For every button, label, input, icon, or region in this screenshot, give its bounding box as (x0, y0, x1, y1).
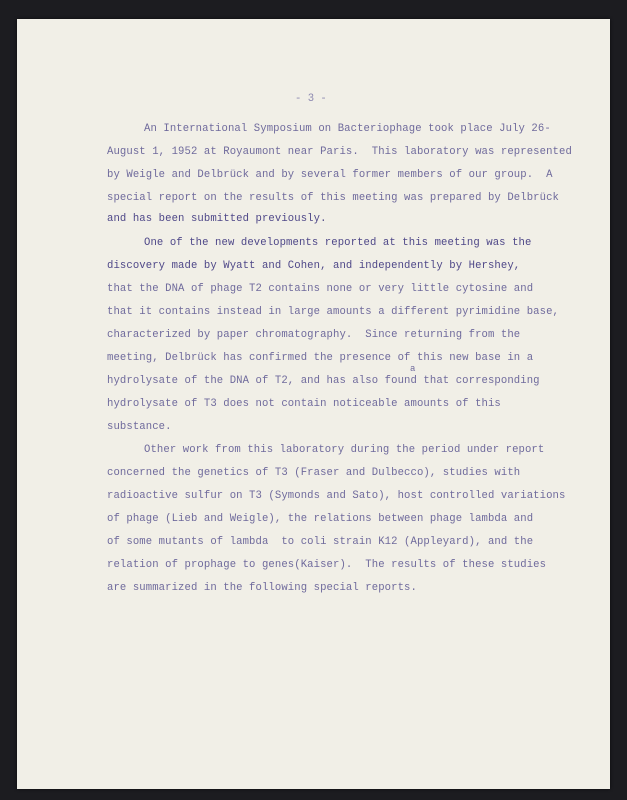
paragraph-1-line-2: August 1, 1952 at Royaumont near Paris. This laboratory was represented (107, 146, 572, 158)
paragraph-2-line-6: meeting, Delbrück has confirmed the presence of this new base in a (107, 352, 534, 364)
paragraph-2-line-4: that it contains instead in large amounts a different pyrimidine base, (107, 306, 560, 318)
page-number: - 3 - (295, 93, 327, 105)
paragraph-2-line-9: substance. (107, 421, 172, 433)
paragraph-3-line-2: concerned the genetics of T3 (Fraser and Dulbecco), studies with (107, 467, 521, 479)
paragraph-2-line-2: discovery made by Wyatt and Cohen, and independently by Hershey, (107, 260, 521, 272)
paragraph-2-line-1: One of the new developments reported at this meeting was the (144, 237, 532, 249)
paragraph-1-line-3: by Weigle and Delbrück and by several former members of our group. A (107, 169, 553, 181)
paragraph-2-line-5: characterized by paper chromatography. Since returning from the (107, 329, 521, 341)
paragraph-1-line-1: An International Symposium on Bacteriophage took place July 26- (144, 123, 551, 135)
handwritten-insertion: a (410, 364, 416, 374)
paragraph-1-line-5: and has been submitted previously. (107, 213, 327, 225)
paragraph-2-line-3: that the DNA of phage T2 contains none or very little cytosine and (107, 283, 534, 295)
paragraph-2-line-7: hydrolysate of the DNA of T2, and has also found that corresponding (107, 375, 540, 387)
paragraph-3-line-3: radioactive sulfur on T3 (Symonds and Sato), host controlled variations (107, 490, 566, 502)
paragraph-3-line-6: relation of prophage to genes(Kaiser). The results of these studies (107, 559, 547, 571)
paragraph-3-line-5: of some mutants of lambda to coli strain K12 (Appleyard), and the (107, 536, 534, 548)
paragraph-3-line-4: of phage (Lieb and Weigle), the relations between phage lambda and (107, 513, 534, 525)
paragraph-1-line-4: special report on the results of this meeting was prepared by Delbrück (107, 192, 560, 204)
paragraph-3-line-7: are summarized in the following special reports. (107, 582, 417, 594)
paragraph-2-line-8: hydrolysate of T3 does not contain noticeable amounts of this (107, 398, 501, 410)
paragraph-3-line-1: Other work from this laboratory during the period under report (144, 444, 545, 456)
